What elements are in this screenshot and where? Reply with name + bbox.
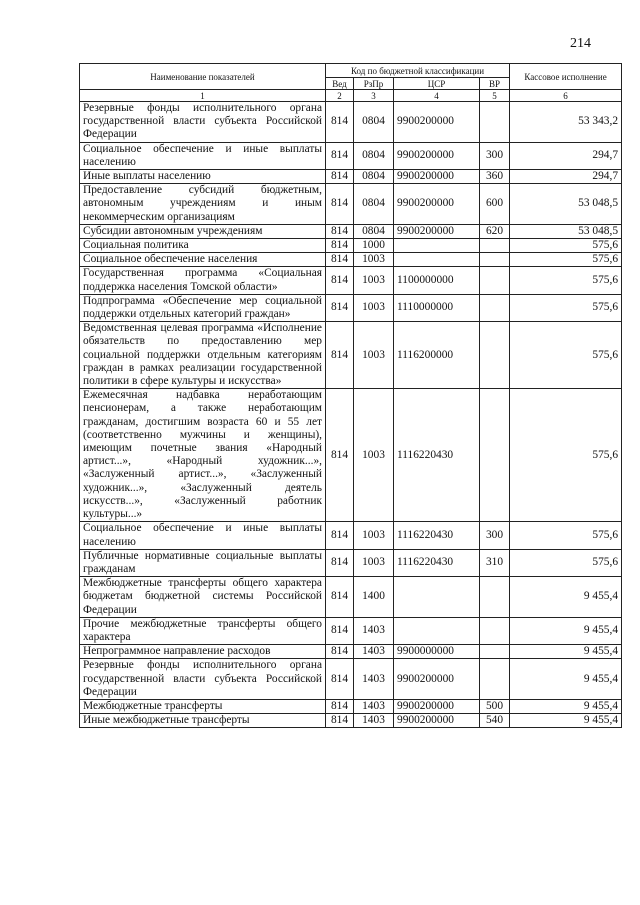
row-rzpr: 0804 (354, 142, 394, 169)
row-vr: 310 (480, 549, 510, 576)
row-vr (480, 617, 510, 644)
column-number-row (80, 90, 622, 102)
row-name: Иные межбюджетные трансферты (80, 714, 326, 728)
row-rzpr: 0804 (354, 224, 394, 238)
row-csr: 9900200000 (394, 102, 480, 143)
row-ved: 814 (326, 577, 354, 618)
row-amount: 9 455,4 (510, 577, 622, 618)
header-amount: Кассовое исполнение (510, 64, 622, 90)
col-number: 4 (394, 90, 480, 102)
row-rzpr: 1400 (354, 577, 394, 618)
row-amount: 575,6 (510, 389, 622, 522)
col-number: 1 (80, 90, 326, 102)
row-ved: 814 (326, 267, 354, 294)
row-ved: 814 (326, 549, 354, 576)
table-row (80, 267, 622, 294)
header-csr: ЦСР (394, 78, 480, 90)
row-rzpr: 1000 (354, 239, 394, 253)
row-name: Межбюджетные трансферты общего характера бюджетам бюджетной системы Российской Федерации (80, 577, 326, 618)
row-amount: 9 455,4 (510, 714, 622, 728)
row-rzpr: 1403 (354, 659, 394, 700)
row-vr (480, 239, 510, 253)
row-vr: 300 (480, 142, 510, 169)
row-csr: 1116220430 (394, 389, 480, 522)
table-row (80, 617, 622, 644)
col-number: 6 (510, 90, 622, 102)
row-vr (480, 102, 510, 143)
row-name: Социальное обеспечение населения (80, 253, 326, 267)
table-row (80, 102, 622, 143)
table-row (80, 699, 622, 713)
table-row (80, 522, 622, 549)
budget-table (79, 63, 622, 728)
row-csr: 9900200000 (394, 142, 480, 169)
table-row (80, 294, 622, 321)
table-header (80, 64, 622, 90)
header-vr: ВР (480, 78, 510, 90)
page-number: 214 (570, 36, 591, 51)
row-rzpr: 1403 (354, 617, 394, 644)
table-row (80, 239, 622, 253)
row-amount: 53 343,2 (510, 102, 622, 143)
table-row (80, 184, 622, 225)
table-row (80, 142, 622, 169)
row-rzpr: 1003 (354, 322, 394, 389)
table-row (80, 577, 622, 618)
row-rzpr: 0804 (354, 102, 394, 143)
row-name: Социальная политика (80, 239, 326, 253)
row-ved: 814 (326, 522, 354, 549)
row-rzpr: 1403 (354, 714, 394, 728)
row-name: Иные выплаты населению (80, 170, 326, 184)
row-vr (480, 389, 510, 522)
row-rzpr: 1003 (354, 294, 394, 321)
row-ved: 814 (326, 184, 354, 225)
col-number: 2 (326, 90, 354, 102)
row-name: Государственная программа «Социальная поддержка населения Томской области» (80, 267, 326, 294)
row-ved: 814 (326, 659, 354, 700)
row-vr (480, 253, 510, 267)
row-vr (480, 267, 510, 294)
row-amount: 9 455,4 (510, 699, 622, 713)
row-csr: 1100000000 (394, 267, 480, 294)
header-code-group: Код по бюджетной классификации (326, 64, 510, 78)
row-amount: 575,6 (510, 267, 622, 294)
row-amount: 575,6 (510, 322, 622, 389)
row-rzpr: 1403 (354, 699, 394, 713)
row-csr: 9900200000 (394, 184, 480, 225)
row-name: Непрограммное направление расходов (80, 645, 326, 659)
row-name: Прочие межбюджетные трансферты общего характера (80, 617, 326, 644)
table-row (80, 645, 622, 659)
row-amount: 575,6 (510, 239, 622, 253)
row-name: Предоставление субсидий бюджетным, автономным учреждениям и иным некоммерческим организациям (80, 184, 326, 225)
row-rzpr: 1003 (354, 549, 394, 576)
row-ved: 814 (326, 645, 354, 659)
row-ved: 814 (326, 617, 354, 644)
table-row (80, 224, 622, 238)
row-name: Публичные нормативные социальные выплаты гражданам (80, 549, 326, 576)
row-name: Межбюджетные трансферты (80, 699, 326, 713)
row-amount: 9 455,4 (510, 659, 622, 700)
row-csr (394, 617, 480, 644)
row-amount: 575,6 (510, 294, 622, 321)
row-vr: 620 (480, 224, 510, 238)
row-name: Ежемесячная надбавка неработающим пенсионерам, а также неработающим гражданам, достигшим возраста 60 и 55 лет (соответственно мужчины и женщины), имеющим почетные звания «Народный артист...», «Народный художник...», «Заслуженный артист...», «Заслуженный художник...», «Заслуженный деятель искусств...», «Заслуженный работник культуры...» (80, 389, 326, 522)
row-rzpr: 1003 (354, 267, 394, 294)
row-amount: 53 048,5 (510, 224, 622, 238)
row-amount: 575,6 (510, 549, 622, 576)
row-rzpr: 1003 (354, 522, 394, 549)
row-rzpr: 0804 (354, 184, 394, 225)
row-name: Социальное обеспечение и иные выплаты населению (80, 522, 326, 549)
row-csr: 9900200000 (394, 659, 480, 700)
row-ved: 814 (326, 142, 354, 169)
table-row (80, 389, 622, 522)
header-rzpr: РзПр (354, 78, 394, 90)
row-ved: 814 (326, 699, 354, 713)
row-rzpr: 1403 (354, 645, 394, 659)
row-csr (394, 253, 480, 267)
row-amount: 575,6 (510, 253, 622, 267)
table-row (80, 659, 622, 700)
row-csr: 9900200000 (394, 714, 480, 728)
row-name: Подпрограмма «Обеспечение мер социальной поддержки отдельных категорий граждан» (80, 294, 326, 321)
table-row (80, 714, 622, 728)
row-vr: 300 (480, 522, 510, 549)
row-vr (480, 659, 510, 700)
row-ved: 814 (326, 239, 354, 253)
row-csr: 9900200000 (394, 170, 480, 184)
row-rzpr: 1003 (354, 253, 394, 267)
table-row (80, 170, 622, 184)
table-row (80, 549, 622, 576)
row-csr: 1116220430 (394, 549, 480, 576)
row-vr: 360 (480, 170, 510, 184)
row-name: Резервные фонды исполнительного органа государственной власти субъекта Российской Федерации (80, 659, 326, 700)
row-vr (480, 645, 510, 659)
row-ved: 814 (326, 322, 354, 389)
row-name: Субсидии автономным учреждениям (80, 224, 326, 238)
table-row (80, 253, 622, 267)
row-ved: 814 (326, 253, 354, 267)
row-csr: 1116220430 (394, 522, 480, 549)
header-name: Наименование показателей (80, 64, 326, 90)
row-csr: 1116200000 (394, 322, 480, 389)
row-amount: 575,6 (510, 522, 622, 549)
row-amount: 9 455,4 (510, 617, 622, 644)
row-amount: 53 048,5 (510, 184, 622, 225)
row-csr: 9900000000 (394, 645, 480, 659)
col-number: 3 (354, 90, 394, 102)
row-vr: 600 (480, 184, 510, 225)
row-amount: 9 455,4 (510, 645, 622, 659)
row-csr: 1110000000 (394, 294, 480, 321)
row-ved: 814 (326, 224, 354, 238)
row-vr (480, 322, 510, 389)
col-number: 5 (480, 90, 510, 102)
row-name: Социальное обеспечение и иные выплаты населению (80, 142, 326, 169)
row-ved: 814 (326, 714, 354, 728)
row-rzpr: 0804 (354, 170, 394, 184)
row-ved: 814 (326, 389, 354, 522)
row-rzpr: 1003 (354, 389, 394, 522)
row-amount: 294,7 (510, 170, 622, 184)
table-body (80, 90, 622, 728)
row-amount: 294,7 (510, 142, 622, 169)
row-name: Резервные фонды исполнительного органа государственной власти субъекта Российской Федерации (80, 102, 326, 143)
row-ved: 814 (326, 102, 354, 143)
row-ved: 814 (326, 170, 354, 184)
row-csr: 9900200000 (394, 224, 480, 238)
row-vr (480, 577, 510, 618)
table-row (80, 322, 622, 389)
row-ved: 814 (326, 294, 354, 321)
header-ved: Вед (326, 78, 354, 90)
row-csr (394, 577, 480, 618)
row-csr (394, 239, 480, 253)
row-vr: 500 (480, 699, 510, 713)
row-vr: 540 (480, 714, 510, 728)
row-name: Ведомственная целевая программа «Исполнение обязательств по предоставлению мер социальной поддержки отдельным категориям граждан в рамках реализации государственной политики в сфере культуры и искусства» (80, 322, 326, 389)
row-csr: 9900200000 (394, 699, 480, 713)
row-vr (480, 294, 510, 321)
